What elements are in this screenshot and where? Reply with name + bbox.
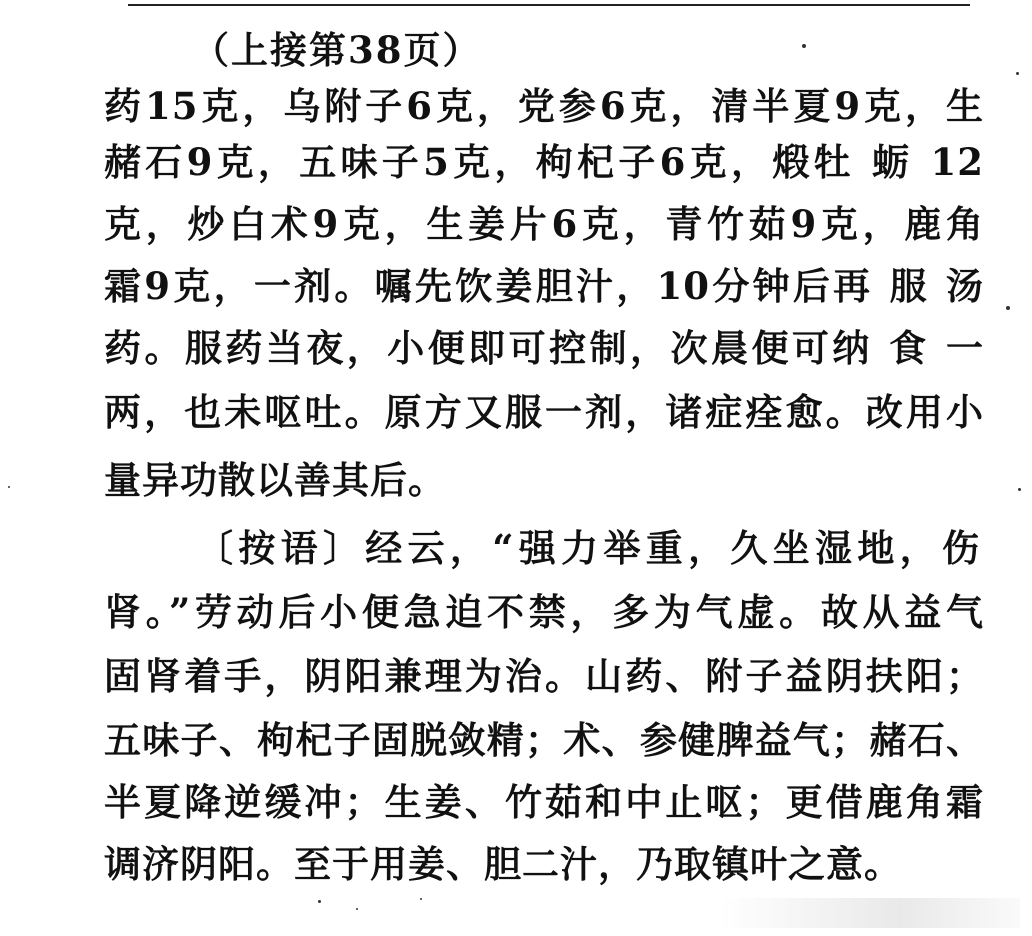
- body-line: 赭石9克，五味子5克，枸杞子6克，煅牡 蛎 12: [104, 140, 984, 184]
- body-line: 霜9克，一剂。嘱先饮姜胆汁，10分钟后再 服 汤: [104, 264, 984, 308]
- commentary-line: 固肾着手，阴阳兼理为治。山药、附子益阴扶阳；: [104, 654, 984, 698]
- commentary-line: 调济阴阳。至于用姜、胆二汁，乃取镇叶之意。: [104, 842, 902, 886]
- scan-speck: [8, 486, 10, 488]
- scan-speck: [1018, 488, 1021, 491]
- body-line: 克，炒白术9克，生姜片6克，青竹茹9克，鹿角: [104, 202, 984, 246]
- continuation-note: （上接第38页）: [192, 28, 482, 72]
- body-line: 量异功散以善其后。: [104, 458, 446, 502]
- commentary-line: 五味子、枸杞子固脱敛精；术、参健脾益气；赭石、: [104, 718, 984, 762]
- commentary-line: 肾。”劳动后小便急迫不禁，多为气虚。故从益气: [104, 590, 984, 634]
- top-rule-line: [128, 4, 970, 6]
- commentary-line: 〔按语〕经云，“强力举重，久坐湿地，伤: [196, 526, 980, 570]
- scan-speck: [356, 908, 358, 910]
- body-line: 两，也未呕吐。原方又服一剂，诸症痊愈。改用小: [104, 390, 984, 434]
- scan-speck: [318, 900, 321, 903]
- body-line: 药15克，乌附子6克，党参6克，清半夏9克，生: [104, 84, 984, 128]
- scan-speck: [420, 898, 422, 900]
- commentary-line: 半夏降逆缓冲；生姜、竹茹和中止呕；更借鹿角霜: [104, 780, 984, 824]
- scan-smudge: [720, 898, 1020, 928]
- scan-speck: [1006, 306, 1010, 310]
- body-line: 药。服药当夜，小便即可控制，次晨便可纳 食 一: [104, 326, 984, 370]
- scan-speck: [802, 44, 806, 48]
- scan-speck: [1016, 72, 1019, 75]
